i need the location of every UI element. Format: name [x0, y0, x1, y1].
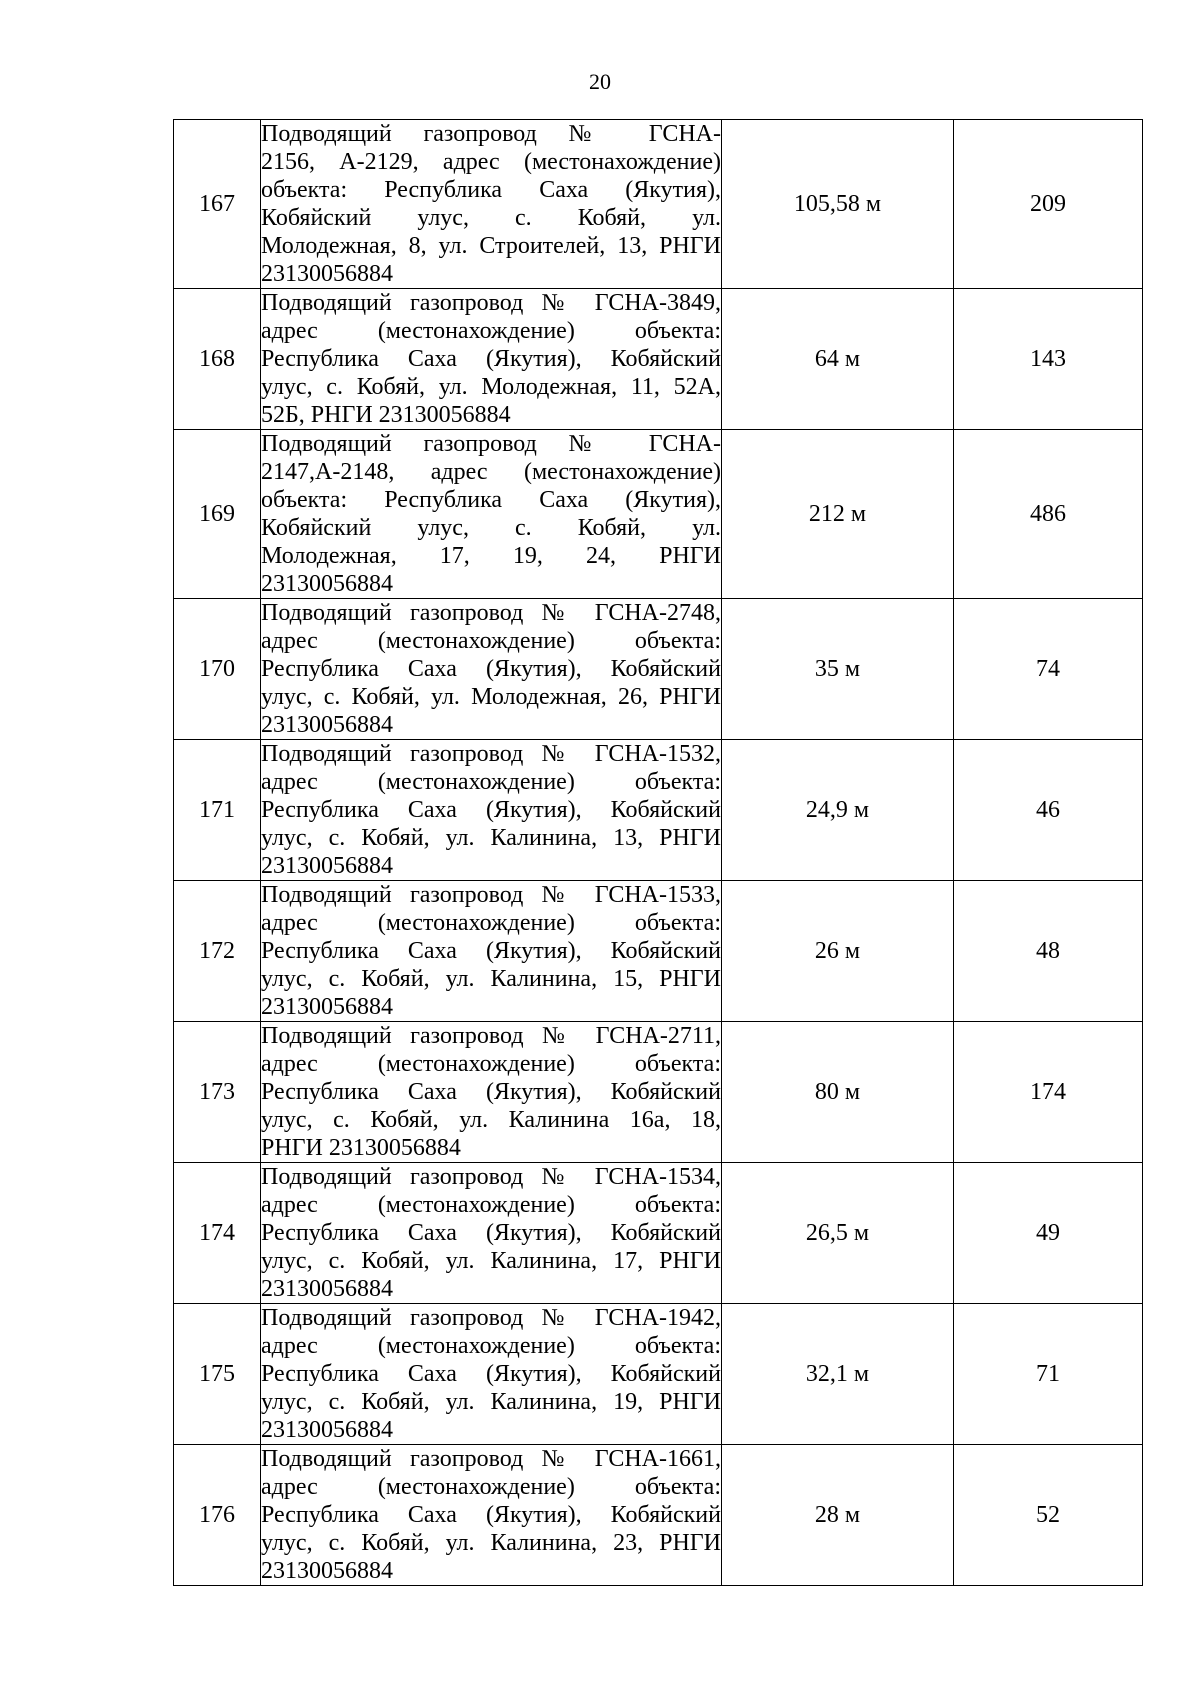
description-line: Молодежная, 17, 19, 24, РНГИ	[261, 543, 721, 569]
value-cell: 48	[954, 881, 1143, 1022]
description-line: Республика Саха (Якутия), Кобяйский	[261, 938, 721, 964]
value-cell: 52	[954, 1445, 1143, 1586]
object-description-cell	[261, 599, 722, 740]
description-line: Республика Саха (Якутия), Кобяйский	[261, 656, 721, 682]
description-line: Кобяйский улус, с. Кобяй, ул.	[261, 515, 721, 541]
value-cell: 143	[954, 289, 1143, 430]
length-cell: 26,5 м	[722, 1163, 954, 1304]
description-line: 2147,А-2148, адрес (местонахождение)	[261, 459, 721, 485]
length-cell: 212 м	[722, 430, 954, 599]
object-description-cell	[261, 1304, 722, 1445]
description-line: адрес (местонахождение) объекта:	[261, 769, 721, 795]
description-line: Подводящий газопровод № ГСНА-	[261, 431, 721, 457]
object-description-cell	[261, 120, 722, 289]
description-line: Республика Саха (Якутия), Кобяйский	[261, 346, 721, 372]
description-line: Молодежная, 8, ул. Строителей, 13, РНГИ	[261, 233, 721, 259]
description-line: 23130056884	[261, 1558, 393, 1584]
description-line: Кобяйский улус, с. Кобяй, ул.	[261, 205, 721, 231]
row-number-cell: 171	[174, 740, 261, 881]
page-number: 20	[589, 69, 611, 94]
value-cell: 174	[954, 1022, 1143, 1163]
object-description-cell	[261, 1022, 722, 1163]
length-cell: 28 м	[722, 1445, 954, 1586]
row-number-cell: 175	[174, 1304, 261, 1445]
description-line: Республика Саха (Якутия), Кобяйский	[261, 1361, 721, 1387]
value-cell: 74	[954, 599, 1143, 740]
value-cell: 71	[954, 1304, 1143, 1445]
description-line: адрес (местонахождение) объекта:	[261, 910, 721, 936]
description-line: Подводящий газопровод № ГСНА-1533,	[261, 882, 721, 908]
length-cell: 26 м	[722, 881, 954, 1022]
description-line: улус, с. Кобяй, ул. Калинина, 15, РНГИ	[261, 966, 721, 992]
row-number-cell: 172	[174, 881, 261, 1022]
description-line: объекта: Республика Саха (Якутия),	[261, 177, 721, 203]
description-line: объекта: Республика Саха (Якутия),	[261, 487, 721, 513]
description-line: адрес (местонахождение) объекта:	[261, 1474, 721, 1500]
value-cell: 49	[954, 1163, 1143, 1304]
description-line: 23130056884	[261, 1276, 393, 1302]
description-line: улус, с. Кобяй, ул. Калинина, 13, РНГИ	[261, 825, 721, 851]
description-line: Подводящий газопровод № ГСНА-1532,	[261, 741, 721, 767]
object-description-cell	[261, 740, 722, 881]
description-line: 23130056884	[261, 261, 393, 287]
description-line: адрес (местонахождение) объекта:	[261, 1192, 721, 1218]
description-line: улус, с. Кобяй, ул. Калинина, 17, РНГИ	[261, 1248, 721, 1274]
description-line: Подводящий газопровод № ГСНА-2711,	[261, 1023, 721, 1049]
description-line: Подводящий газопровод № ГСНА-1534,	[261, 1164, 721, 1190]
description-line: 23130056884	[261, 853, 393, 879]
description-line: 23130056884	[261, 571, 393, 597]
length-cell: 24,9 м	[722, 740, 954, 881]
description-line: 52Б, РНГИ 23130056884	[261, 402, 511, 428]
row-number-cell: 173	[174, 1022, 261, 1163]
table-row	[174, 1163, 1143, 1304]
description-line: Подводящий газопровод № ГСНА-1942,	[261, 1305, 721, 1331]
description-line: Республика Саха (Якутия), Кобяйский	[261, 1220, 721, 1246]
description-line: адрес (местонахождение) объекта:	[261, 318, 721, 344]
description-line: 2156, А-2129, адрес (местонахождение)	[261, 149, 721, 175]
description-line: 23130056884	[261, 994, 393, 1020]
description-line: улус, с. Кобяй, ул. Калинина, 23, РНГИ	[261, 1530, 721, 1556]
table-row	[174, 289, 1143, 430]
table-row	[174, 1445, 1143, 1586]
length-cell: 105,58 м	[722, 120, 954, 289]
length-cell: 64 м	[722, 289, 954, 430]
description-line: Подводящий газопровод № ГСНА-3849,	[261, 290, 721, 316]
description-line: улус, с. Кобяй, ул. Калинина, 19, РНГИ	[261, 1389, 721, 1415]
description-line: адрес (местонахождение) объекта:	[261, 1333, 721, 1359]
description-line: Подводящий газопровод № ГСНА-2748,	[261, 600, 721, 626]
description-line: адрес (местонахождение) объекта:	[261, 628, 721, 654]
description-line: 23130056884	[261, 1417, 393, 1443]
table-row	[174, 120, 1143, 289]
object-description-cell	[261, 289, 722, 430]
description-line: РНГИ 23130056884	[261, 1135, 461, 1161]
description-line: улус, с. Кобяй, ул. Молодежная, 26, РНГИ	[261, 684, 721, 710]
description-line: Подводящий газопровод № ГСНА-	[261, 121, 721, 147]
length-cell: 80 м	[722, 1022, 954, 1163]
table-body	[174, 120, 1143, 1586]
object-description-cell	[261, 1445, 722, 1586]
description-line: Республика Саха (Якутия), Кобяйский	[261, 797, 721, 823]
row-number-cell: 167	[174, 120, 261, 289]
table-row	[174, 599, 1143, 740]
value-cell: 209	[954, 120, 1143, 289]
length-cell: 35 м	[722, 599, 954, 740]
object-description-cell	[261, 881, 722, 1022]
table-row	[174, 881, 1143, 1022]
row-number-cell: 174	[174, 1163, 261, 1304]
gas-pipeline-table	[173, 119, 1143, 1586]
length-cell: 32,1 м	[722, 1304, 954, 1445]
description-line: улус, с. Кобяй, ул. Молодежная, 11, 52А,	[261, 374, 721, 400]
description-line: улус, с. Кобяй, ул. Калинина 16а, 18,	[261, 1107, 721, 1133]
table-row	[174, 740, 1143, 881]
row-number-cell: 169	[174, 430, 261, 599]
table-row	[174, 430, 1143, 599]
description-line: 23130056884	[261, 712, 393, 738]
object-description-cell	[261, 1163, 722, 1304]
object-description-cell	[261, 430, 722, 599]
description-line: адрес (местонахождение) объекта:	[261, 1051, 721, 1077]
row-number-cell: 170	[174, 599, 261, 740]
value-cell: 486	[954, 430, 1143, 599]
row-number-cell: 176	[174, 1445, 261, 1586]
value-cell: 46	[954, 740, 1143, 881]
description-line: Республика Саха (Якутия), Кобяйский	[261, 1502, 721, 1528]
table-row	[174, 1304, 1143, 1445]
table-row	[174, 1022, 1143, 1163]
description-line: Подводящий газопровод № ГСНА-1661,	[261, 1446, 721, 1472]
description-line: Республика Саха (Якутия), Кобяйский	[261, 1079, 721, 1105]
row-number-cell: 168	[174, 289, 261, 430]
